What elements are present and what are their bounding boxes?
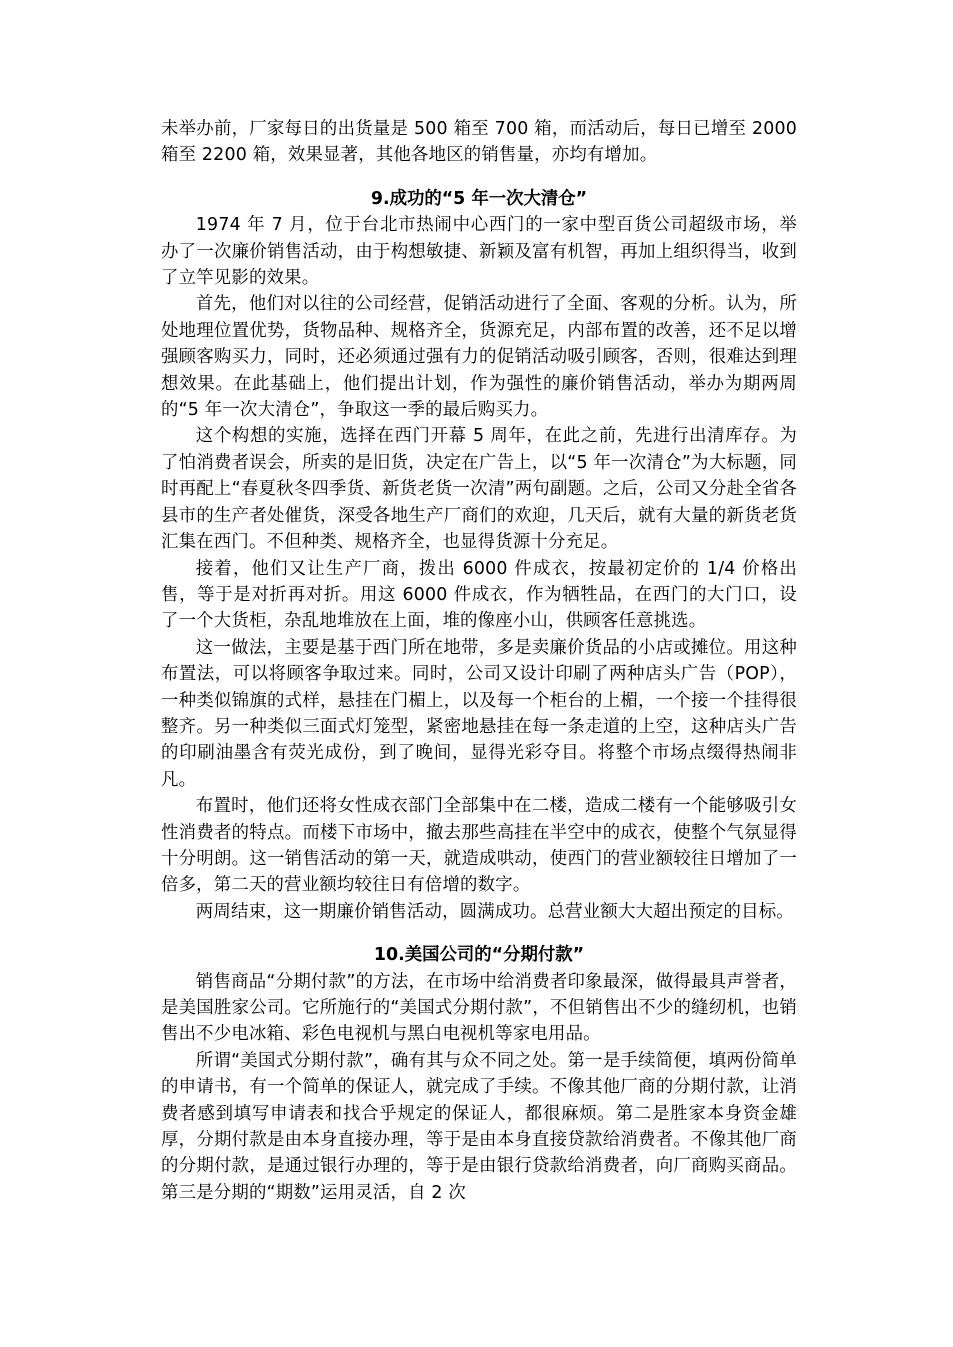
section-9-paragraph: 这一做法，主要是基于西门所在地带，多是卖廉价货品的小店或摊位。用这种布置法，可以将顾客争取过来。同时，公司又设计印刷了两种店头广告（POP），一种类似锦旗的式样，悬挂在门楣上，以及每一个柜台的上楣，一个接一个挂得很整齐。另一种类似三面式灯笼型，紧密地悬挂在每一条走道的上空，这种店头广告的印刷油墨含有荧光成份，到了晚间，显得光彩夺目。将整个市场点缀得热闹非凡。 <box>161 637 797 790</box>
section-9-paragraph: 布置时，他们还将女性成衣部门全部集中在二楼，造成二楼有一个能够吸引女性消费者的特点。而楼下市场中，撤去那些高挂在半空中的成衣，使整个气氛显得十分明朗。这一销售活动的第一天，就造成哄动，使西门的营业额较往日增加了一倍多，第二天的营业额均较往日有倍增的数字。 <box>161 796 797 896</box>
section-9-paragraph: 首先，他们对以往的公司经营，促销活动进行了全面、客观的分析。认为，所处地理位置优势，货物品种、规格齐全，货源充足，内部布置的改善，还不足以增强顾客购买力，同时，还必须通过强有力的促销活动吸引顾客，否则，很难达到理想效果。在此基础上，他们提出计划，作为强性的廉价销售活动，举办为期两周的“5 年一次大清仓”，争取这一季的最后购买力。 <box>161 294 797 421</box>
section-gap <box>161 925 797 942</box>
section-10-paragraph: 所谓“美国式分期付款”，确有其与众不同之处。第一是手续简便，填两份简单的申请书，有一个简单的保证人，就完成了手续。不像其他厂商的分期付款，让消费者感到填写申请表和找合乎规定的保证人，都很麻烦。第二是胜家本身资金雄厚，分期付款是由本身直接办理，等于是由本身直接贷款给消费者。不像其他厂商的分期付款，是通过银行办理的，等于是由银行贷款给消费者，向厂商购买商品。第三是分期的“期数”运用灵活，自 2 次 <box>161 1050 797 1203</box>
section-9-paragraph: 两周结束，这一期廉价销售活动，圆满成功。总营业额大大超出预定的目标。 <box>195 901 794 922</box>
section-9-paragraph: 接着，他们又让生产厂商，拨出 6000 件成衣，按最初定价的 1/4 价格出售，等于是对折再对折。用这 6000 件成衣，作为牺牲品，在西门的大门口，设了一个大货柜，杂乱地堆放在上面，堆的像座小山，供顾客任意挑选。 <box>161 558 797 632</box>
section-9-paragraph: 这个构想的实施，选择在西门开幕 5 周年，在此之前，先进行出清库存。为了怕消费者误会，所卖的是旧货，决定在广告上，以“5 年一次清仓”为大标题，同时再配上“春夏秋冬四季货、新货老货一次清”两句副题。之后，公司又分赴全省各县市的生产者处催货，深受各地生产厂商们的欢迎，几天后，就有大量的新货老货汇集在西门。不但种类、规格齐全，也显得货源十分充足。 <box>161 426 797 553</box>
section-10-title: 10.美国公司的“分期付款” <box>373 945 585 966</box>
section-10-paragraph: 销售商品“分期付款”的方法，在市场中给消费者印象最深，做得最具声誉者，是美国胜家公司。它所施行的“美国式分期付款”，不但销售出不少的缝纫机，也销售出不少电冰箱、彩色电视机与黑白电视机等家电用品。 <box>161 971 797 1045</box>
section-9-title: 9.成功的“5 年一次大清仓” <box>370 188 588 209</box>
document-page <box>161 116 797 1206</box>
intro-paragraph: 未举办前，厂家每日的出货量是 500 箱至 700 箱，而活动后，每日已增至 2000 箱至 2200 箱，效果显著，其他各地区的销售量，亦均有增加。 <box>161 119 797 166</box>
section-gap <box>161 169 797 186</box>
section-9-paragraph: 1974 年 7 月，位于台北市热闹中心西门的一家中型百货公司超级市场，举办了一次廉价销售活动，由于构想敏捷、新颖及富有机智，再加上组织得当，收到了立竿见影的效果。 <box>161 215 797 289</box>
